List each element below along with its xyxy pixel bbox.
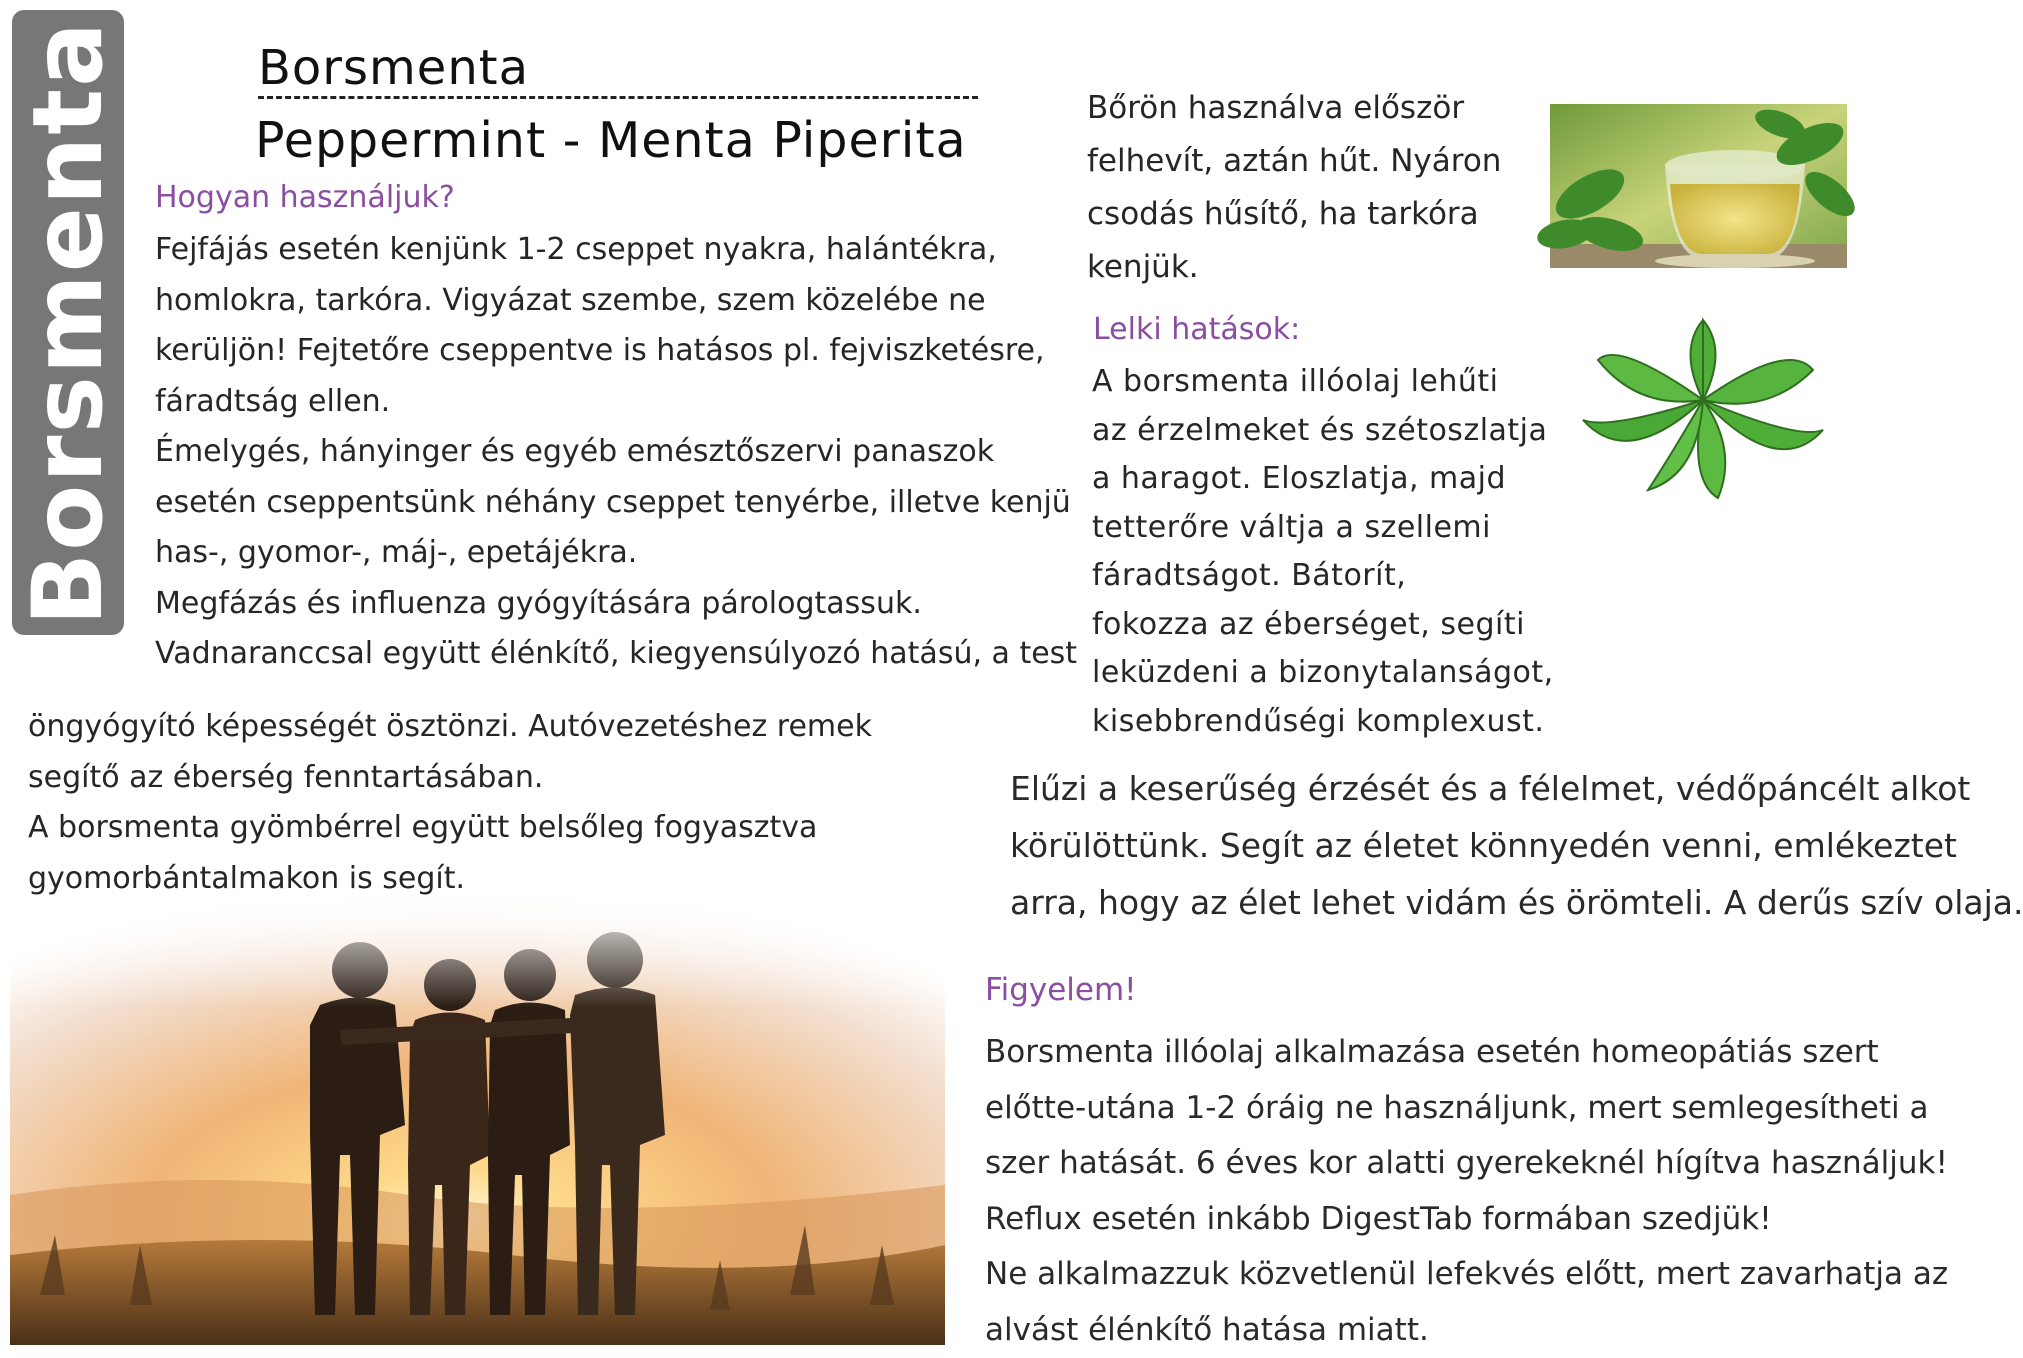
- warning-line: előtte-utána 1-2 óráig ne használjunk, mert semlegesítheti a: [985, 1081, 1895, 1137]
- emotional-continued-line: arra, hogy az élet lehet vidám és örömteli. A derűs szív olaja.: [1010, 874, 1890, 931]
- emotional-line: fokozza az éberséget, segíti: [1092, 601, 1562, 650]
- usage-line: has-, gyomor-, máj-, epetájékra.: [155, 528, 1035, 579]
- warning-text: [985, 1025, 1895, 1358]
- skin-line: kenjük.: [1087, 241, 1527, 294]
- skin-line: felhevít, aztán hűt. Nyáron: [1087, 135, 1527, 188]
- page-title: Borsmenta: [258, 40, 529, 96]
- usage-text-top: [155, 225, 1035, 680]
- usage-line: segítő az éberség fenntartásában.: [28, 753, 928, 804]
- skin-line: Bőrön használva először: [1087, 82, 1527, 135]
- warning-line: Ne alkalmazzuk közvetlenül lefekvés előtt, mert zavarhatja az: [985, 1247, 1895, 1303]
- usage-line: kerüljön! Fejtetőre cseppentve is hatásos pl. fejviszketésre,: [155, 326, 1035, 377]
- emotional-line: A borsmenta illóolaj lehűti: [1092, 358, 1562, 407]
- warning-heading: Figyelem!: [985, 972, 1137, 1008]
- emotional-continued-line: Elűzi a keserűség érzését és a félelmet, védőpáncélt alkot: [1010, 760, 1890, 817]
- skin-usage-text: [1087, 82, 1527, 294]
- mint-leaves-image: [1578, 300, 1828, 500]
- side-tab-label: Borsmenta: [12, 20, 124, 626]
- usage-line: Émelygés, hányinger és egyéb emésztőszervi panaszok: [155, 427, 1035, 478]
- title-divider: [258, 96, 978, 99]
- emotional-line: fáradtságot. Bátorít,: [1092, 552, 1562, 601]
- usage-line: Fejfájás esetén kenjünk 1-2 cseppet nyakra, halántékra,: [155, 225, 1035, 276]
- usage-line: Megfázás és influenza gyógyítására párologtassuk.: [155, 579, 1035, 630]
- warning-line: Borsmenta illóolaj alkalmazása esetén homeopátiás szert: [985, 1025, 1895, 1081]
- warning-line: szer hatását. 6 éves kor alatti gyerekeknél hígítva használjuk!: [985, 1136, 1895, 1192]
- usage-heading: Hogyan használjuk?: [155, 180, 455, 215]
- page-subtitle: Peppermint - Menta Piperita: [255, 112, 967, 169]
- usage-line: Vadnaranccsal együtt élénkítő, kiegyensúlyozó hatású, a test: [155, 629, 1035, 680]
- usage-text-bottom: [28, 702, 928, 904]
- emotional-continued-line: körülöttünk. Segít az életet könnyedén venni, emlékeztet: [1010, 817, 1890, 874]
- mint-tea-image: [1550, 104, 1847, 268]
- side-tab: [12, 10, 124, 635]
- emotional-text: [1092, 358, 1562, 746]
- usage-line: esetén cseppentsünk néhány cseppet tenyérbe, illetve kenjü: [155, 478, 1035, 529]
- usage-line: gyomorbántalmakon is segít.: [28, 854, 928, 905]
- warning-line: Reflux esetén inkább DigestTab formában szedjük!: [985, 1192, 1895, 1248]
- usage-line: A borsmenta gyömbérrel együtt belsőleg fogyasztva: [28, 803, 928, 854]
- emotional-line: a haragot. Eloszlatja, majd: [1092, 455, 1562, 504]
- usage-line: homlokra, tarkóra. Vigyázat szembe, szem közelébe ne: [155, 276, 1035, 327]
- emotional-heading: Lelki hatások:: [1093, 312, 1300, 347]
- emotional-line: kisebbrendűségi komplexust.: [1092, 698, 1562, 747]
- people-sunset-photo: [10, 895, 945, 1345]
- emotional-line: az érzelmeket és szétoszlatja: [1092, 407, 1562, 456]
- emotional-line: leküzdeni a bizonytalanságot,: [1092, 649, 1562, 698]
- usage-line: fáradtság ellen.: [155, 377, 1035, 428]
- warning-line: alvást élénkítő hatása miatt.: [985, 1303, 1895, 1358]
- emotional-line: tetterőre váltja a szellemi: [1092, 504, 1562, 553]
- skin-line: csodás hűsítő, ha tarkóra: [1087, 188, 1527, 241]
- emotional-continued-text: [1010, 760, 1890, 931]
- usage-line: öngyógyító képességét ösztönzi. Autóvezetéshez remek: [28, 702, 928, 753]
